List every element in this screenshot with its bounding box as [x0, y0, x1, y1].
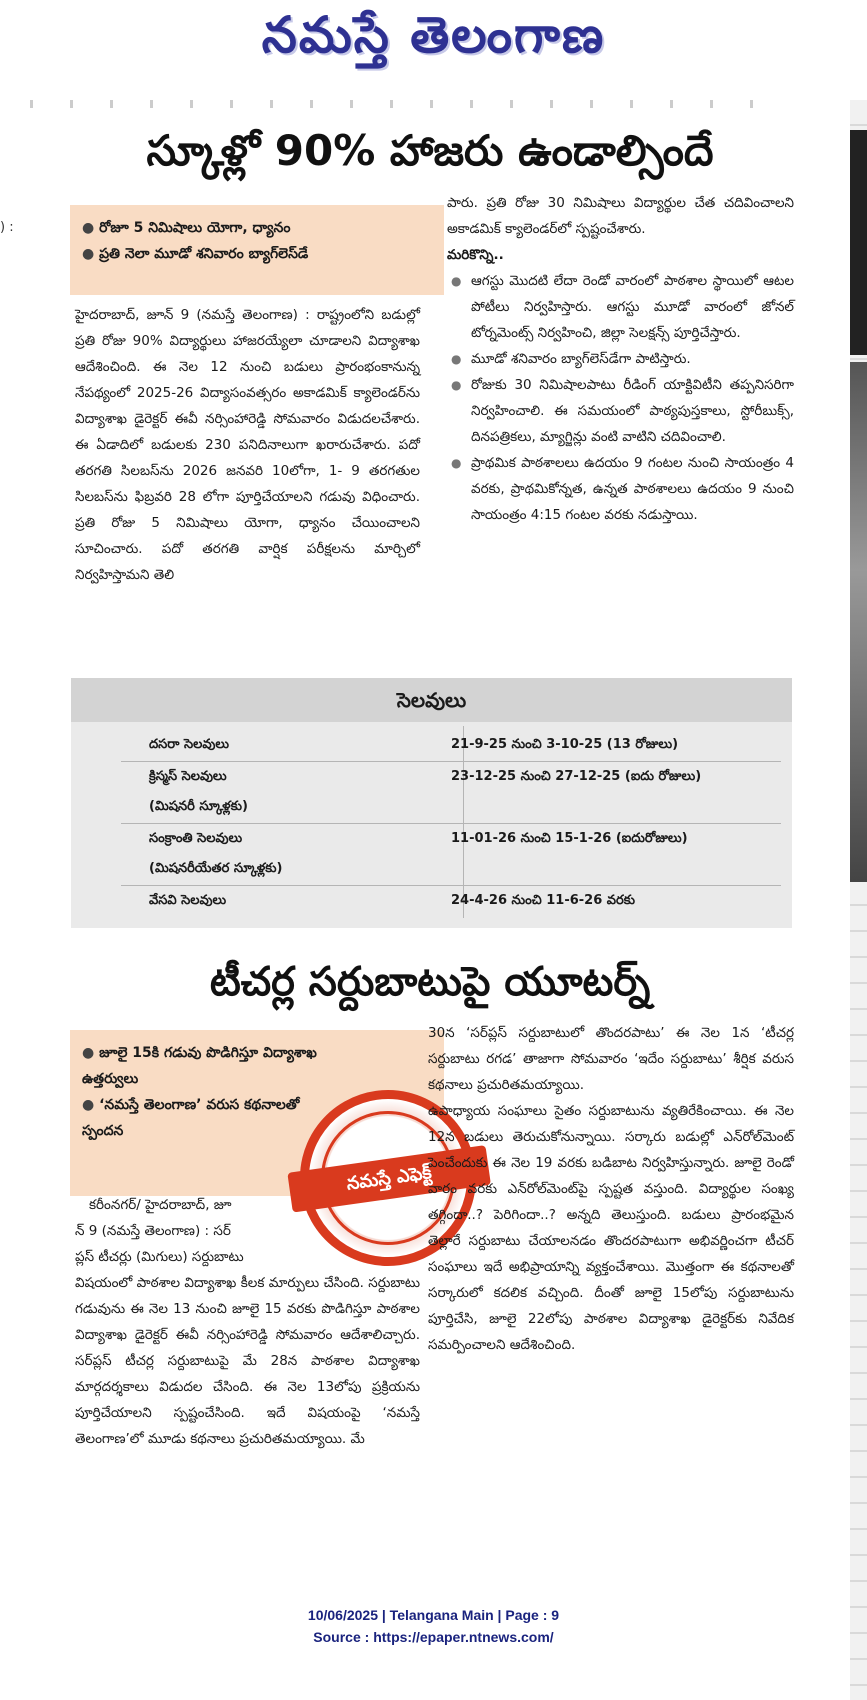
story2-lead-line: ప్లస్ టీచర్లు (మిగులు) సర్దుబాటు	[75, 1249, 244, 1265]
story1-body: హైదరాబాద్, జూన్ 9 (నమస్తే తెలంగాణ) : రాష్ట్రంలోని బడుల్లో ప్రతి రోజు 90% విద్యార్థులు హాజరయ్యేలా చూడాలని విద్యాశాఖ ఆదేశించింది. ఈ నెల 12 నుంచి బడులు ప్రారంభంకానున్న నేపథ్యంలో 2025-26 విద్యాసంవత్సరం అకాడమిక్ క్యాలెండర్‌ను విద్యాశాఖ డైరెక్టర్ ఈవీ నర్సింహారెడ్డి సోమవారం విడుదలచేశారు. ఈ ఏడాదిలో బడులకు 230 పనిదినాలుగా ఖరారుచేశారు. పదో తరగతి సిలబస్‌ను 2026 జనవరి 10లోగా, 1- 9 తరగతుల సిలబస్‌ను ఫిబ్రవరి 28 లోగా పూర్తిచేయాలని గడువు విధించారు. ప్రతి రోజు 5 నిమిషాలు యోగా, ధ్యానం చేయించాలని సూచించారు. పదో తరగతి వార్షిక పరీక్షలను మార్చిలో నిర్వహిస్తామని తెలి	[75, 307, 420, 583]
highlight-item: ● ప్రతి నెలా మూడో శనివారం బ్యాగ్‌లెస్‌డే	[82, 241, 432, 267]
highlight-item: ● రోజూ 5 నిమిషాలు యోగా, ధ్యానం	[82, 215, 432, 241]
story2-lead-line: కరీంనగర్/ హైదరాబాద్, జూ	[89, 1197, 232, 1213]
holiday-name: క్రిస్మస్ సెలవులు	[149, 769, 227, 784]
cropped-left-column	[0, 215, 20, 241]
masthead-logo: నమస్తే తెలంగాణ	[261, 6, 606, 64]
highlight-item: ● ‘నమస్తే తెలంగాణ’ వరుస కథనాలతో స్పందన	[82, 1092, 342, 1144]
cropped-image-dark	[850, 130, 867, 355]
story1-subhead: మరికొన్ని..	[447, 247, 504, 263]
row-separator	[121, 885, 781, 886]
holiday-name: (మిషనరీయేతర స్కూళ్లకు)	[149, 861, 283, 876]
story1-column-1	[75, 302, 420, 588]
row-separator	[121, 761, 781, 762]
story1-point: ● ఆగస్టు మొదటి లేదా రెండో వారంలో పాఠశాల స్థాయిలో ఆటల పోటీలు నిర్వహిస్తారు. ఆగస్టు మూడో వారంలో జోనల్ టోర్నమెంట్స్ నిర్వహించి, జిల్లా సెలక్షన్స్ పూర్తిచేస్తారు.	[447, 268, 794, 346]
story1-continued: పారు. ప్రతి రోజు 30 నిమిషాలు విద్యార్థుల చేత చదివించాలని అకాడమిక్ క్యాలెండర్‌లో స్పష్టంచేశారు.	[447, 195, 794, 237]
holidays-table	[71, 678, 792, 928]
story2-body: విషయంలో పాఠశాల విద్యాశాఖ కీలక మార్పులు చేసింది. సర్దుబాటు గడువును ఈ నెల 13 నుంచి జూలై 15 వరకు పొడిగిస్తూ పాఠశాల విద్యాశాఖ డైరెక్టర్ ఈవీ నర్సింహారెడ్డి సోమవారం ఆదేశాలిచ్చారు. సర్‌ప్లస్ టీచర్ల సర్దుబాటుపై మే 28న పాఠశాల విద్యాశాఖ మార్గదర్శకాలు విడుదల చేసింది. ఈ నెల 13లోపు ప్రక్రియను పూర్తిచేయాలని స్పష్టంచేసింది. ఇదే విషయంపై ‘నమస్తే తెలంగాణ’లో మూడు కథనాలు ప్రచురితమయ్యాయి. మే	[75, 1275, 420, 1447]
page-footer	[0, 1604, 867, 1648]
cropped-left-text: ) :	[0, 220, 14, 235]
cropped-photo	[850, 362, 867, 882]
holidays-title: సెలవులు	[71, 678, 792, 722]
story2-continued-body: ఉపాధ్యాయ సంఘాలు సైతం సర్దుబాటును వ్యతిరేకించాయి. ఈ నెల 12న బడులు తెరుచుకోనున్నాయి. సర్కారు బడుల్లో ఎన్‌రోల్‌మెంట్ పెంచేందుకు ఈ నెల 19 వరకు బడిబాట నిర్వహిస్తున్నారు. జూలై రెండో వారం వరకు ఎన్‌రోల్‌మెంట్‌పై స్పష్టత వస్తుంది. విద్యార్థుల సంఖ్య తగ్గిందా..? పెరిగిందా..? అన్నది తెలుస్తుంది. బడులు ప్రారంభమైన తెల్లారే సర్దుబాటు చేయాలనడం తొందరపాటుగా అభివర్ణించగా టీచర్ సంఘాలు ఇదే అభిప్రాయాన్ని వ్యక్తంచేశాయి. మొత్తంగా ఈ కథనాలతో సర్కారులో కదలిక వచ్చింది. దీంతో జూలై 15లోపు సర్దుబాటును పూర్తిచేసి, జూలై 22లోపు పాఠశాల విద్యాశాఖ డైరెక్టర్‌కు నివేదిక సమర్పించాలని ఆదేశించింది.	[428, 1103, 794, 1353]
row-separator	[121, 823, 781, 824]
story1-point: ● ప్రాథమిక పాఠశాలలు ఉదయం 9 గంటల నుంచి సాయంత్రం 4 వరకు, ప్రాథమికోన్నత, ఉన్నత పాఠశాలలు ఉదయం 9 నుంచి సాయంత్రం 4:15 గంటల వరకు నడుస్తాయి.	[447, 450, 794, 528]
story1-point: ● రోజుకు 30 నిమిషాలపాటు రీడింగ్ యాక్టివిటీని తప్పనిసరిగా నిర్వహించాలి. ఈ సమయంలో పాఠ్యపుస్తకాలు, స్టోరీబుక్స్, దినపత్రికలు, మ్యాగ్జిన్లు వంటి వాటిని చదివించాలి.	[447, 372, 794, 450]
story2-column-1	[75, 1192, 420, 1452]
footer-source: Source : https://epaper.ntnews.com/	[313, 1629, 554, 1645]
footer-edition: 10/06/2025 | Telangana Main | Page : 9	[307, 1607, 560, 1623]
headline-attendance: స్కూళ్లో 90% హాజరు ఉండాల్సిందే	[146, 126, 714, 175]
holiday-name: (మిషనరీ స్కూళ్లకు)	[149, 799, 248, 814]
holiday-dates: 23-12-25 నుంచి 27-12-25 (ఐదు రోజులు)	[451, 769, 702, 784]
masthead	[0, 0, 867, 86]
holiday-name: సంక్రాంతి సెలవులు	[149, 831, 243, 846]
story1-column-2	[447, 190, 794, 528]
highlight-item: ● జూలై 15కి గడువు పొడిగిస్తూ విద్యాశాఖ ఉత్తర్వులు	[82, 1040, 342, 1092]
holiday-name: వేసవి సెలవులు	[149, 893, 227, 908]
cropped-right-column	[850, 100, 867, 1700]
holiday-dates: 21-9-25 నుంచి 3-10-25 (13 రోజులు)	[451, 737, 679, 752]
holiday-name: దసరా సెలవులు	[149, 737, 230, 752]
stamp-label: నమస్తే ఎఫెక్ట్	[287, 1145, 491, 1212]
headline-teacher-uturn: టీచర్ల సర్దుబాటుపై యూటర్న్	[209, 959, 651, 1005]
story2-lead-line: న్ 9 (నమస్తే తెలంగాణ) : సర్	[75, 1223, 231, 1239]
cropped-top-strip	[30, 100, 790, 108]
story2-continued: 30న ‘సర్‌ప్లస్ సర్దుబాటులో తొందరపాటు’ ఈ నెల 1న ‘టీచర్ల సర్దుబాటు రగడ’ తాజాగా సోమవారం ‘ఇదేం సర్దుబాటు’ శీర్షిక వరుస కథనాలు ప్రచురితమయ్యాయి.	[428, 1025, 794, 1093]
table-divider	[463, 726, 464, 918]
holiday-dates: 11-01-26 నుంచి 15-1-26 (ఐదురోజులు)	[451, 831, 688, 846]
story2-column-2	[428, 1020, 794, 1358]
story1-highlights	[70, 205, 444, 295]
holiday-dates: 24-4-26 నుంచి 11-6-26 వరకు	[451, 893, 636, 908]
story1-point: ● మూడో శనివారం బ్యాగ్‌లెస్‌డేగా పాటిస్తారు.	[447, 346, 794, 372]
